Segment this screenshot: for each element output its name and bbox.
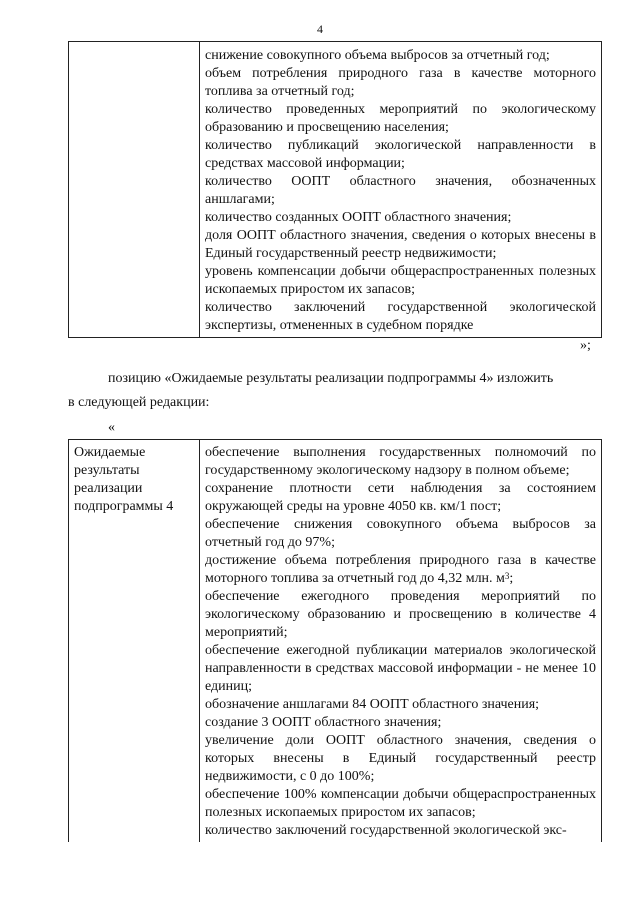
list-item: количество публикаций экологической направленности в средствах массовой информации; [205,138,596,171]
expected-results-table [68,439,602,842]
list-item [205,552,596,588]
list-item-text: достижение объема потребления природного газа в качестве моторного топлива за отчетный год до 4,32 млн. м [205,553,596,586]
list-item: количество ООПТ областного значения, обозначенных аншлагами; [205,174,596,207]
list-item: обеспечение выполнения государственных полномочий по государственному экологическому надзору в полном объеме; [205,445,596,478]
table-right-cell [200,42,602,338]
closing-quote: »; [580,338,591,353]
list-item: обеспечение ежегодного проведения мероприятий по экологическому образованию и просвещению в количестве 4 мероприятий; [205,589,596,640]
table-left-cell: Ожидаемые результаты реализации подпрограммы 4 [69,440,200,843]
superscript: 3 [504,571,510,581]
list-item: обозначение аншлагами 84 ООПТ областного значения; [205,697,540,712]
list-item: обеспечение 100% компенсации добычи общераспространенных полезных ископаемых приростом их запасов; [205,787,596,820]
list-item: сохранение плотности сети наблюдения за состоянием окружающей среды на уровне 4050 кв. км/1 пост; [205,481,596,514]
table-right-cell [200,440,602,843]
list-item: количество заключений государственной экологической экспертизы, отмененных в судебном порядке [205,300,596,333]
list-item: увеличение доли ООПТ областного значения, сведения о которых внесены в Единый государственный реестр недвижимости, с 0 до 100%; [205,733,596,784]
page-number: 4 [317,22,323,36]
indicators-table [68,41,602,338]
list-item: обеспечение ежегодной публикации материалов экологической направленности в средствах массовой информации - не менее 10 единиц; [205,643,596,694]
list-item: количество заключений государственной экологической экс- [205,823,567,838]
opening-quote: « [108,420,115,435]
amendment-paragraph: позицию «Ожидаемые результаты реализации подпрограммы 4» изложить [108,371,554,386]
list-item: количество созданных ООПТ областного значения; [205,210,512,225]
list-item-suffix: ; [509,571,514,586]
list-item: доля ООПТ областного значения, сведения о которых внесены в Единый государственный реестр недвижимости; [205,228,596,261]
amendment-paragraph-continuation: в следующей редакции: [68,395,210,410]
table-row [69,440,602,843]
list-item: снижение совокупного объема выбросов за отчетный год; [205,48,550,63]
list-item: объем потребления природного газа в качестве моторного топлива за отчетный год; [205,66,596,99]
list-item: количество проведенных мероприятий по экологическому образованию и просвещению населения; [205,102,596,135]
table-left-cell [69,42,200,338]
list-item: создание 3 ООПТ областного значения; [205,715,442,730]
list-item: уровень компенсации добычи общераспространенных полезных ископаемых приростом их запасов; [205,264,596,297]
table-row [69,42,602,338]
list-item: обеспечение снижения совокупного объема выбросов за отчетный год до 97%; [205,517,596,550]
